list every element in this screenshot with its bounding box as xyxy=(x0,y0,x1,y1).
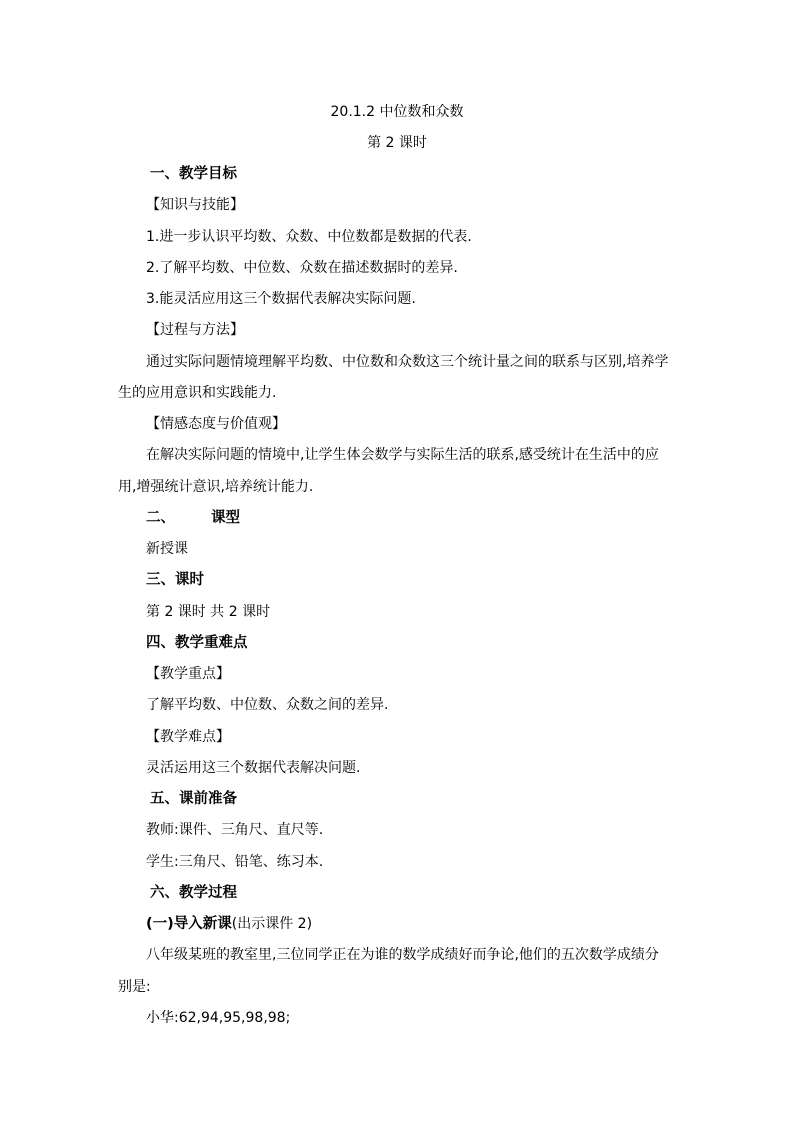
paragraph: 小华:62,94,95,98,98; xyxy=(146,1010,291,1026)
section-heading: 五、课前准备 xyxy=(150,791,237,807)
subsection-title: (一)导入新课 xyxy=(146,916,232,932)
sub-label: 【过程与方法】 xyxy=(146,322,244,338)
paragraph: 了解平均数、中位数、众数之间的差异. xyxy=(146,697,389,713)
paragraph: 灵活运用这三个数据代表解决问题. xyxy=(146,760,361,776)
subsection-heading xyxy=(146,914,312,934)
section-number: 二、 xyxy=(146,510,175,526)
paragraph: 新授课 xyxy=(146,541,188,557)
section-text: 课型 xyxy=(211,510,240,526)
sub-label: 【教学难点】 xyxy=(146,729,230,745)
subsection-note: (出示课件 2) xyxy=(231,916,313,932)
paragraph: 教师:课件、三角尺、直尺等. xyxy=(146,822,324,838)
sub-label: 【情感态度与价值观】 xyxy=(146,416,286,432)
paragraph: 1.进一步认识平均数、众数、中位数都是数据的代表. xyxy=(146,229,472,245)
section-heading: 六、教学过程 xyxy=(150,885,237,901)
paragraph: 通过实际问题情境理解平均数、中位数和众数这三个统计量之间的联系与区别,培养学 xyxy=(146,354,669,370)
paragraph: 3.能灵活应用这三个数据代表解决实际问题. xyxy=(146,291,416,307)
section-heading: 四、教学重难点 xyxy=(146,635,248,651)
paragraph: 用,增强统计意识,培养统计能力. xyxy=(118,479,314,495)
paragraph: 学生:三角尺、铅笔、练习本. xyxy=(146,854,324,870)
paragraph: 在解决实际问题的情境中,让学生体会数学与实际生活的联系,感受统计在生活中的应 xyxy=(146,447,659,463)
doc-title: 20.1.2 中位数和众数 xyxy=(330,104,464,120)
sub-label: 【知识与技能】 xyxy=(146,197,244,213)
sub-label: 【教学重点】 xyxy=(146,666,230,682)
paragraph: 第 2 课时 共 2 课时 xyxy=(146,604,271,620)
paragraph: 生的应用意识和实践能力. xyxy=(118,385,277,401)
section-heading: 三、课时 xyxy=(146,572,204,588)
paragraph: 别是: xyxy=(118,979,151,995)
section-heading: 一、教学目标 xyxy=(150,166,237,182)
doc-subtitle: 第 2 课时 xyxy=(367,135,427,151)
section-heading xyxy=(146,508,240,528)
paragraph: 2.了解平均数、中位数、众数在描述数据时的差异. xyxy=(146,260,458,276)
paragraph: 八年级某班的教室里,三位同学正在为谁的数学成绩好而争论,他们的五次数学成绩分 xyxy=(146,947,659,963)
